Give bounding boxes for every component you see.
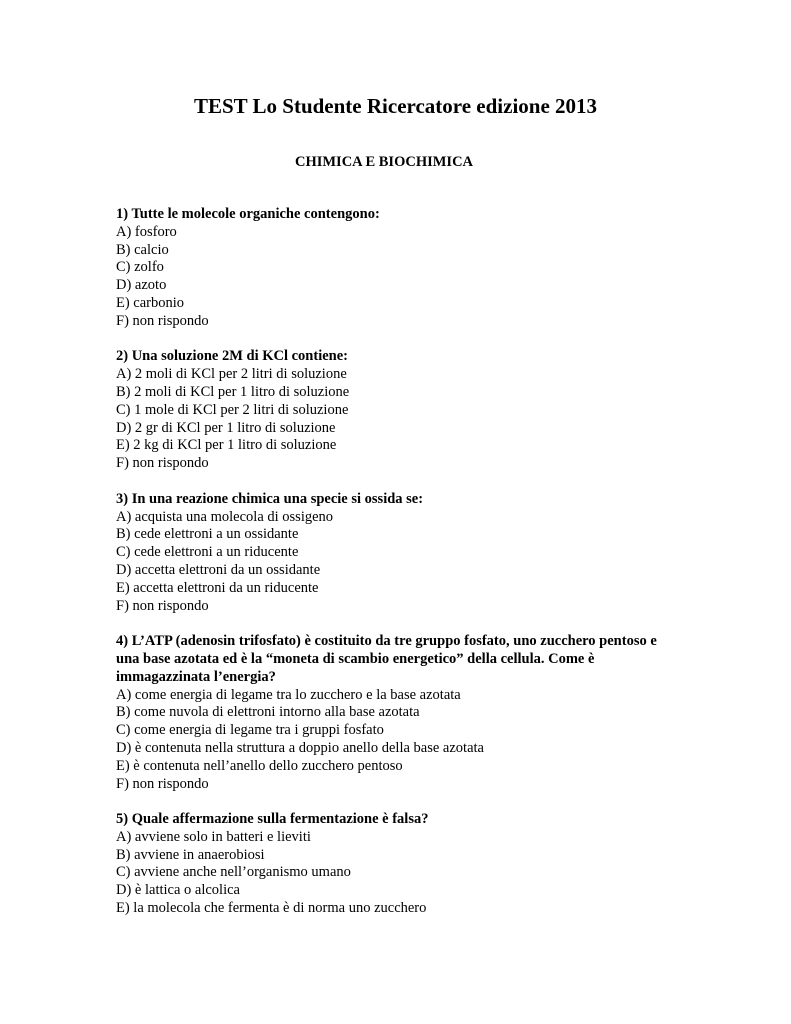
question-text: 5) Quale affermazione sulla fermentazione è falsa?: [116, 811, 429, 828]
question-text: 2) Una soluzione 2M di KCl contiene:: [116, 348, 348, 365]
page-title: TEST Lo Studente Ricercatore edizione 2013: [193, 94, 598, 118]
question-text: 1) Tutte le molecole organiche contengono:: [116, 206, 380, 222]
answer-option: A) come energia di legame tra lo zucchero e la base azotata: [116, 686, 461, 703]
answer-option: F) non rispondo: [116, 597, 209, 614]
answer-option: D) accetta elettroni da un ossidante: [116, 561, 321, 578]
answer-option: F) non rispondo: [116, 455, 209, 472]
question-1: [116, 206, 676, 331]
answer-option: E) 2 kg di KCl per 1 litro di soluzione: [116, 437, 337, 454]
question-text: 3) In una reazione chimica una specie si ossida se:: [116, 490, 424, 507]
answer-option: E) accetta elettroni da un riducente: [116, 579, 319, 596]
answer-option: A) avviene solo in batteri e lieviti: [116, 828, 311, 845]
question-3: [116, 491, 676, 616]
answer-option: B) cede elettroni a un ossidante: [116, 526, 299, 543]
answer-option: B) come nuvola di elettroni intorno alla base azotata: [116, 704, 420, 721]
answer-option: C) 1 mole di KCl per 2 litri di soluzione: [116, 401, 349, 418]
answer-option: C) zolfo: [116, 259, 164, 276]
answer-option: B) 2 moli di KCl per 1 litro di soluzione: [116, 383, 350, 400]
answer-option: B) calcio: [116, 241, 169, 258]
answer-option: B) avviene in anaerobiosi: [116, 846, 265, 863]
question-5: [116, 811, 676, 918]
answer-option: E) la molecola che fermenta è di norma uno zucchero: [116, 900, 427, 917]
answer-option: C) come energia di legame tra i gruppi fosfato: [116, 722, 384, 739]
answer-option: E) è contenuta nell’anello dello zucchero pentoso: [116, 757, 403, 774]
section-heading: CHIMICA E BIOCHIMICA: [294, 154, 474, 170]
answer-option: A) acquista una molecola di ossigeno: [116, 508, 334, 525]
answer-option: E) carbonio: [116, 294, 185, 311]
answer-option: F) non rispondo: [116, 775, 209, 792]
question-text: 4) L’ATP (adenosin trifosfato) è costituito da tre gruppo fosfato, uno zucchero pentoso e una base azotata ed è la “moneta di scambio energetico” della cellula. Come è immagazzinata l’energia?: [116, 633, 657, 685]
answer-option: D) è contenuta nella struttura a doppio anello della base azotata: [116, 739, 484, 756]
answer-option: C) avviene anche nell’organismo umano: [116, 864, 351, 881]
question-4: [116, 633, 676, 793]
question-list: [116, 206, 676, 936]
question-2: [116, 348, 676, 473]
answer-option: C) cede elettroni a un riducente: [116, 544, 299, 561]
answer-option: A) fosforo: [116, 223, 177, 240]
answer-option: D) azoto: [116, 277, 167, 294]
answer-option: A) 2 moli di KCl per 2 litri di soluzione: [116, 366, 347, 383]
answer-option: D) è lattica o alcolica: [116, 882, 240, 899]
answer-option: F) non rispondo: [116, 312, 209, 329]
answer-option: D) 2 gr di KCl per 1 litro di soluzione: [116, 419, 336, 436]
